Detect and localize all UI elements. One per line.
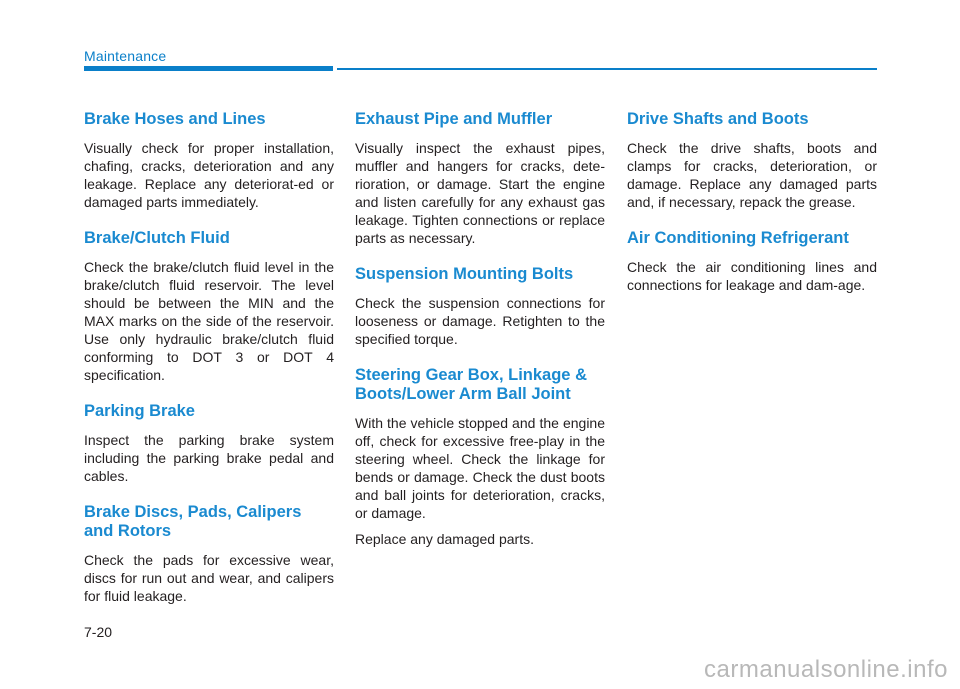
section-drive-shafts bbox=[627, 110, 877, 211]
section-title: Brake Hoses and Lines bbox=[84, 110, 266, 128]
section-brake-hoses bbox=[84, 110, 334, 211]
section-paragraph: Check the brake/clutch fluid level in the brake/clutch fluid reservoir. The level should be between the MIN and the MAX marks on the side of the reservoir. Use only hydraulic brake/clutch fluid conforming to DOT 3 or DOT 4 specification. bbox=[84, 259, 334, 383]
section-exhaust bbox=[355, 110, 605, 247]
page-number: 7-20 bbox=[84, 624, 113, 640]
section-title: Brake/Clutch Fluid bbox=[84, 229, 230, 247]
section-title: Exhaust Pipe and Muffler bbox=[355, 110, 553, 128]
section-title: Steering Gear Box, Linkage & Boots/Lower Arm Ball Joint bbox=[355, 366, 587, 403]
section-paragraph: Check the drive shafts, boots and clamps for cracks, deterioration, or damage. Replace any damaged parts and, if necessary, repack the grease. bbox=[627, 140, 877, 210]
section-paragraph: Visually inspect the exhaust pipes, muffler and hangers for cracks, dete-rioration, or damage. Start the engine and listen carefully for any exhaust gas leakage. Tighten connections or replace parts as necessary. bbox=[355, 140, 605, 246]
section-paragraph: With the vehicle stopped and the engine off, check for excessive free-play in the steering wheel. Check the linkage for bends or damage. Check the dust boots and ball joints for deterioration, cracks, or damage. bbox=[355, 415, 605, 521]
column-2 bbox=[355, 110, 605, 566]
section-parking-brake bbox=[84, 402, 334, 485]
section-title: Parking Brake bbox=[84, 402, 195, 420]
section-paragraph: Visually check for proper installation, chafing, cracks, deterioration and any leakage. Replace any deteriorat-ed or damaged parts immediately. bbox=[84, 140, 334, 210]
section-header-label: Maintenance bbox=[84, 48, 167, 64]
section-air-conditioning bbox=[627, 229, 877, 294]
section-steering bbox=[355, 366, 605, 548]
column-1 bbox=[84, 110, 334, 623]
section-paragraph: Inspect the parking brake system including the parking brake pedal and cables. bbox=[84, 432, 334, 484]
section-paragraph: Replace any damaged parts. bbox=[355, 531, 534, 547]
section-brake-discs bbox=[84, 503, 334, 605]
header-rule-thin bbox=[337, 68, 877, 70]
header-rule-thick bbox=[84, 66, 333, 71]
section-paragraph: Check the suspension connections for looseness or damage. Retighten to the specified torque. bbox=[355, 295, 605, 347]
section-title: Brake Discs, Pads, Calipers and Rotors bbox=[84, 503, 302, 540]
section-paragraph: Check the air conditioning lines and connections for leakage and dam-age. bbox=[627, 259, 877, 293]
section-title: Suspension Mounting Bolts bbox=[355, 265, 574, 283]
section-brake-clutch-fluid bbox=[84, 229, 334, 384]
column-3 bbox=[627, 110, 877, 312]
watermark: carmanualsonline.info bbox=[704, 656, 948, 683]
section-title: Air Conditioning Refrigerant bbox=[627, 229, 849, 247]
section-paragraph: Check the pads for excessive wear, discs for run out and wear, and calipers for fluid leakage. bbox=[84, 552, 334, 604]
section-title: Drive Shafts and Boots bbox=[627, 110, 809, 128]
section-suspension bbox=[355, 265, 605, 348]
